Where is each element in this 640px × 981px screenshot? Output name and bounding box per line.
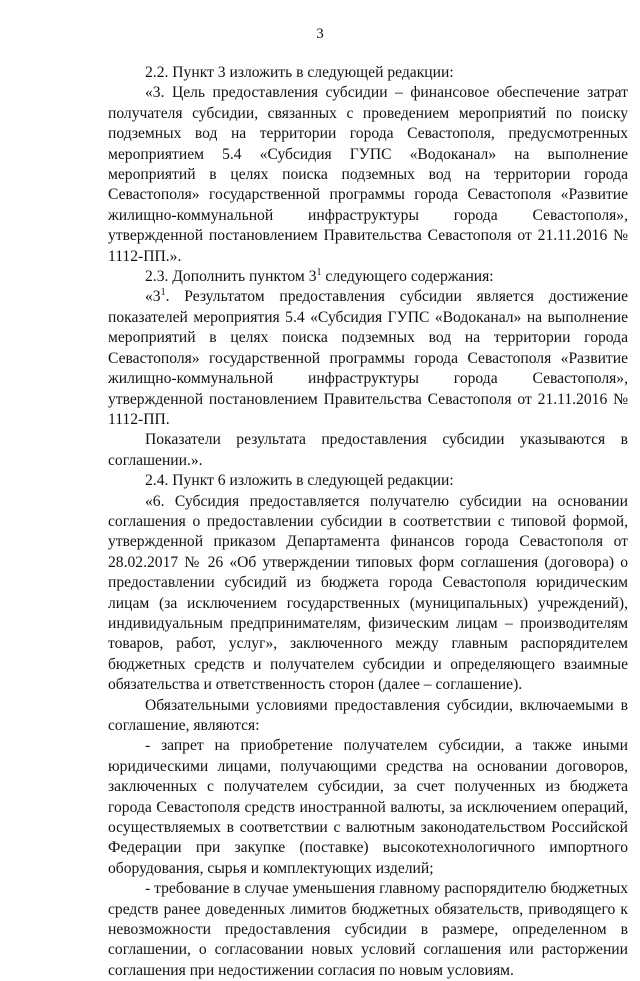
clause-3-1-body: . Результатом предоставления субсидии является достижение показателей мероприятия 5.4 «Субсидия ГУПС «Водоканал» на выполнение мероприятий в целях поиска подземных вод на территории города Севастополя» государственной программы города Севастополя «Развитие жилищно-коммунальной инфраструктуры города Севастополя», утвержденной постановлением Правительства Севастополя от 21.11.2016 № 1112-ПП. [108,288,628,428]
clause-2-3-heading [108,267,628,287]
mandatory-conditions-paragraph: Обязательными условиями предоставления субсидии, включаемыми в соглашение, являются: [108,696,628,734]
clause-3-1-number: «3 [145,288,161,306]
clause-6-text: «6. Субсидия предоставляется получателю субсидии на основании соглашения о предоставлении субсидии в соответствии с типовой формой, утвержденной приказом Департамента финансов города Севастополя от 28.02.2017 № 26 «Об утверждении типовых форм соглашения (договора) о предоставлении субсидий из бюджета города Севастополя юридическим лицам (за исключением государственных (муниципальных) учреждений), индивидуальным предпринимателям, физическим лицам – производителям товаров, работ, услуг», заключенного между главным распорядителем бюджетных средств и получателем субсидии и определяющего взаимные обязательства и ответственность сторон (далее – соглашение). [108,492,628,694]
result-indicators-paragraph: Показатели результата предоставления субсидии указываются в соглашении.». [108,431,628,469]
superscript-1: 1 [316,267,322,279]
condition-item-currency-ban: - запрет на приобретение получателем субсидии, а также иными юридическими лицами, получающими средства на основании договоров, заключенных с получателем субсидии, за счет полученных из бюджета города Севастополя средств иностранной валюты, за исключением операций, осуществляемых в соответствии с валютным законодательством Российской Федерации при закупке (поставке) высокотехнологичного импортного оборудования, сырья и комплектующих изделий; [108,737,628,877]
page-number: 3 [316,26,324,42]
clause-2-3-text-start: 2.3. Дополнить пунктом 3 [145,268,317,286]
document-body [108,63,628,981]
clause-3-text: «3. Цель предоставления субсидии – финансовое обеспечение затрат получателя субсидии, связанных с проведением мероприятий по поиску подземных вод на территории города Севастополя, предусмотренных мероприятием 5.4 «Субсидия ГУПС «Водоканал» на выполнение мероприятий в целях поиска подземных вод на территории города Севастополя» государственной программы города Севастополя «Развитие жилищно-коммунальной инфраструктуры города Севастополя», утвержденной постановлением Правительства Севастополя от 21.11.2016 № 1112-ПП.». [108,84,628,265]
clause-3-1-text [108,287,628,430]
clause-2-4-heading: 2.4. Пункт 6 изложить в следующей редакции: [145,472,454,490]
clause-2-3-text-end: следующего содержания: [321,268,494,286]
superscript-1: 1 [160,287,166,299]
clause-2-2-heading: 2.2. Пункт 3 изложить в следующей редакции: [145,64,454,81]
condition-item-limits-reduction: - требование в случае уменьшения главному распорядителю бюджетных средств ранее доведенных лимитов бюджетных обязательств, приводящего к невозможности предоставления субсидии в размере, определенном в соглашении, о согласовании новых условий соглашения или расторжении соглашения при недостижении согласия по новым условиям. [108,880,628,979]
